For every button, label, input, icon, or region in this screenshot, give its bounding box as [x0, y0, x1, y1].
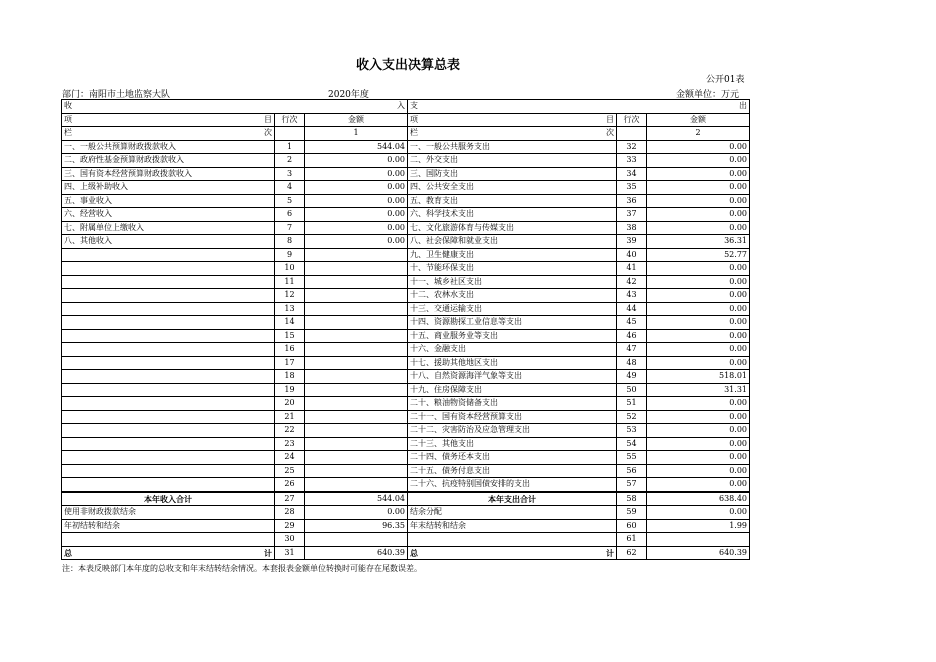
- income-row-no: 3: [275, 167, 305, 181]
- table-row: [62, 478, 750, 492]
- expense-row-no: 62: [617, 546, 647, 560]
- income-amount: [305, 248, 408, 262]
- income-amount: [305, 424, 408, 438]
- form-number: 公开01表: [706, 75, 745, 85]
- income-item: 五、事业收入: [62, 194, 275, 208]
- blank-cell: [275, 127, 305, 141]
- expense-row-no: 36: [617, 194, 647, 208]
- expense-amount: [647, 533, 750, 547]
- income-amount: 96.35: [305, 519, 408, 533]
- expense-row-no: 54: [617, 437, 647, 451]
- expense-amount: 36.31: [647, 235, 750, 249]
- income-item: 年初结转和结余: [62, 519, 275, 533]
- expense-item: 六、科学技术支出: [408, 208, 617, 222]
- income-row-no: 13: [275, 302, 305, 316]
- expense-amount: 0.00: [647, 221, 750, 235]
- expense-item: 十六、金融支出: [408, 343, 617, 357]
- expense-item: 十八、自然资源海洋气象等支出: [408, 370, 617, 384]
- expense-item: 五、教育支出: [408, 194, 617, 208]
- expense-amount: 0.00: [647, 140, 750, 154]
- expense-item: 二十四、债务还本支出: [408, 451, 617, 465]
- table-row: [62, 533, 750, 547]
- expense-amount: 0.00: [647, 302, 750, 316]
- table-row: [62, 451, 750, 465]
- expense-item: 十三、交通运输支出: [408, 302, 617, 316]
- table-row: [62, 194, 750, 208]
- income-item: [62, 316, 275, 330]
- income-amount: 544.04: [305, 492, 408, 506]
- expense-row-no: 53: [617, 424, 647, 438]
- expense-row-no: 57: [617, 478, 647, 492]
- expense-item: 二十、粮油物资储备支出: [408, 397, 617, 411]
- expense-amount: 0.00: [647, 424, 750, 438]
- income-item: 六、经营收入: [62, 208, 275, 222]
- budget-table: [61, 99, 750, 560]
- expense-item: 十、节能环保支出: [408, 262, 617, 276]
- income-row-no: 2: [275, 154, 305, 168]
- expense-amount: 1.99: [647, 519, 750, 533]
- table-row: [62, 370, 750, 384]
- expense-amount: 0.00: [647, 181, 750, 195]
- row-no-header: 行次: [617, 113, 647, 127]
- page-title: 收入支出决算总表: [355, 58, 460, 73]
- expense-row-no: 61: [617, 533, 647, 547]
- income-row-no: 17: [275, 356, 305, 370]
- table-row: [62, 356, 750, 370]
- expense-item: 九、卫生健康支出: [408, 248, 617, 262]
- income-item: [62, 478, 275, 492]
- unit-label: 金额单位：万元: [676, 90, 740, 100]
- expense-row-no: 46: [617, 329, 647, 343]
- income-row-no: 10: [275, 262, 305, 276]
- income-amount: [305, 533, 408, 547]
- table-row: [62, 302, 750, 316]
- expense-item: 二十六、抗疫特别国债安排的支出: [408, 478, 617, 492]
- income-row-no: 5: [275, 194, 305, 208]
- expense-row-no: 39: [617, 235, 647, 249]
- expense-item: 本年支出合计: [408, 492, 617, 506]
- column-index: 1: [305, 127, 408, 141]
- expense-row-no: 60: [617, 519, 647, 533]
- income-amount: [305, 329, 408, 343]
- footnote: 注：本表反映部门本年度的总收支和年末结转结余情况。本套报表金额单位转换时可能存在尾数误差。: [62, 564, 422, 573]
- amount-header: 金额: [305, 113, 408, 127]
- expense-row-no: 49: [617, 370, 647, 384]
- income-amount: 0.00: [305, 154, 408, 168]
- expense-item: 八、社会保障和就业支出: [408, 235, 617, 249]
- expense-item: [408, 533, 617, 547]
- expense-row-no: 42: [617, 275, 647, 289]
- income-row-no: 24: [275, 451, 305, 465]
- income-amount: 0.00: [305, 181, 408, 195]
- income-amount: [305, 262, 408, 276]
- row-no-header: 行次: [275, 113, 305, 127]
- expense-amount: 0.00: [647, 437, 750, 451]
- income-item: [62, 343, 275, 357]
- income-row-no: 20: [275, 397, 305, 411]
- expense-row-no: 38: [617, 221, 647, 235]
- expense-amount: 52.77: [647, 248, 750, 262]
- income-row-no: 16: [275, 343, 305, 357]
- table-row: [62, 208, 750, 222]
- income-row-no: 8: [275, 235, 305, 249]
- income-row-no: 21: [275, 410, 305, 424]
- expense-amount: 31.31: [647, 383, 750, 397]
- grand-total-row: [62, 546, 750, 560]
- expense-amount: 0.00: [647, 451, 750, 465]
- income-amount: 544.04: [305, 140, 408, 154]
- income-amount: [305, 437, 408, 451]
- expense-amount: 0.00: [647, 410, 750, 424]
- expense-row-no: 48: [617, 356, 647, 370]
- income-item: [62, 464, 275, 478]
- income-amount: [305, 316, 408, 330]
- expense-item: 十七、援助其他地区支出: [408, 356, 617, 370]
- income-row-no: 1: [275, 140, 305, 154]
- expense-row-no: 34: [617, 167, 647, 181]
- expense-item: 二十五、债务付息支出: [408, 464, 617, 478]
- income-row-no: 26: [275, 478, 305, 492]
- income-row-no: 30: [275, 533, 305, 547]
- expense-item: 结余分配: [408, 506, 617, 520]
- header-row-income-expense: [62, 100, 750, 114]
- income-item: 本年收入合计: [62, 492, 275, 506]
- expense-row-no: 50: [617, 383, 647, 397]
- expense-item: 十五、商业服务业等支出: [408, 329, 617, 343]
- expense-amount: 0.00: [647, 154, 750, 168]
- header-row-index: [62, 127, 750, 141]
- income-amount: [305, 370, 408, 384]
- table-row: [62, 140, 750, 154]
- expense-item: 二十一、国有资本经营预算支出: [408, 410, 617, 424]
- column-index: 2: [647, 127, 750, 141]
- expense-row-no: 40: [617, 248, 647, 262]
- income-row-no: 23: [275, 437, 305, 451]
- income-row-no: 14: [275, 316, 305, 330]
- income-item: 四、上级补助收入: [62, 181, 275, 195]
- income-row-no: 15: [275, 329, 305, 343]
- expense-amount: 0.00: [647, 275, 750, 289]
- table-row: [62, 154, 750, 168]
- expense-grand-total-label: 总 计: [408, 546, 617, 560]
- table-row: [62, 343, 750, 357]
- income-item: [62, 356, 275, 370]
- expense-row-no: 37: [617, 208, 647, 222]
- expense-amount: 0.00: [647, 289, 750, 303]
- income-grand-total-label: 总 计: [62, 546, 275, 560]
- table-row: [62, 437, 750, 451]
- expense-amount: 0.00: [647, 397, 750, 411]
- expense-row-no: 55: [617, 451, 647, 465]
- income-row-no: 7: [275, 221, 305, 235]
- expense-item: 年末结转和结余: [408, 519, 617, 533]
- expense-item: 二十二、灾害防治及应急管理支出: [408, 424, 617, 438]
- income-item: 一、一般公共预算财政拨款收入: [62, 140, 275, 154]
- income-amount: 0.00: [305, 235, 408, 249]
- income-grand-total: 640.39: [305, 546, 408, 560]
- income-amount: [305, 343, 408, 357]
- income-row-no: 18: [275, 370, 305, 384]
- expense-item: 四、公共安全支出: [408, 181, 617, 195]
- expense-row-no: 41: [617, 262, 647, 276]
- income-amount: 0.00: [305, 167, 408, 181]
- expense-amount: 0.00: [647, 208, 750, 222]
- income-amount: [305, 289, 408, 303]
- income-item: [62, 275, 275, 289]
- income-amount: [305, 464, 408, 478]
- item-header: 项 目: [408, 113, 617, 127]
- expense-amount: 0.00: [647, 316, 750, 330]
- income-amount: 0.00: [305, 208, 408, 222]
- expense-row-no: 58: [617, 492, 647, 506]
- table-row: [62, 424, 750, 438]
- income-row-no: 31: [275, 546, 305, 560]
- expense-amount: 638.40: [647, 492, 750, 506]
- expense-item: 十九、住房保障支出: [408, 383, 617, 397]
- table-row: [62, 262, 750, 276]
- income-item: 八、其他收入: [62, 235, 275, 249]
- income-amount: [305, 451, 408, 465]
- income-amount: [305, 383, 408, 397]
- table-row: [62, 248, 750, 262]
- expense-amount: 0.00: [647, 194, 750, 208]
- income-row-no: 19: [275, 383, 305, 397]
- department-label: 部门：南阳市土地监察大队: [62, 90, 171, 100]
- table-row: [62, 316, 750, 330]
- income-item: [62, 248, 275, 262]
- expense-row-no: 51: [617, 397, 647, 411]
- expense-item: 三、国防支出: [408, 167, 617, 181]
- expense-row-no: 33: [617, 154, 647, 168]
- income-item: 二、政府性基金预算财政拨款收入: [62, 154, 275, 168]
- column-header: 栏 次: [408, 127, 617, 141]
- income-item: 三、国有资本经营预算财政拨款收入: [62, 167, 275, 181]
- expense-amount: 0.00: [647, 464, 750, 478]
- expense-row-no: 32: [617, 140, 647, 154]
- expense-row-no: 35: [617, 181, 647, 195]
- income-item: [62, 262, 275, 276]
- expense-item: 二十三、其他支出: [408, 437, 617, 451]
- income-header: 收 入: [62, 100, 408, 114]
- expense-amount: 0.00: [647, 329, 750, 343]
- income-row-no: 29: [275, 519, 305, 533]
- table-row: [62, 410, 750, 424]
- expense-row-no: 52: [617, 410, 647, 424]
- table-row: [62, 167, 750, 181]
- income-amount: 0.00: [305, 221, 408, 235]
- column-header: 栏 次: [62, 127, 275, 141]
- income-item: [62, 397, 275, 411]
- income-amount: [305, 275, 408, 289]
- year-label: 2020年度: [328, 90, 369, 100]
- income-row-no: 11: [275, 275, 305, 289]
- expense-item: 七、文化旅游体育与传媒支出: [408, 221, 617, 235]
- expense-row-no: 47: [617, 343, 647, 357]
- expense-amount: 0.00: [647, 262, 750, 276]
- income-row-no: 9: [275, 248, 305, 262]
- income-item: [62, 410, 275, 424]
- income-amount: [305, 410, 408, 424]
- expense-amount: 0.00: [647, 356, 750, 370]
- income-amount: [305, 302, 408, 316]
- table-row: [62, 506, 750, 520]
- income-amount: 0.00: [305, 194, 408, 208]
- income-amount: [305, 356, 408, 370]
- income-row-no: 4: [275, 181, 305, 195]
- table-row: [62, 289, 750, 303]
- income-item: [62, 424, 275, 438]
- table-row: [62, 519, 750, 533]
- expense-row-no: 45: [617, 316, 647, 330]
- income-row-no: 28: [275, 506, 305, 520]
- income-item: 七、附属单位上缴收入: [62, 221, 275, 235]
- expense-grand-total: 640.39: [647, 546, 750, 560]
- income-amount: 0.00: [305, 506, 408, 520]
- expense-row-no: 43: [617, 289, 647, 303]
- income-amount: [305, 478, 408, 492]
- table-row: [62, 235, 750, 249]
- income-row-no: 22: [275, 424, 305, 438]
- table-row: [62, 221, 750, 235]
- income-item: [62, 533, 275, 547]
- income-item: [62, 289, 275, 303]
- income-row-no: 27: [275, 492, 305, 506]
- table-row: [62, 464, 750, 478]
- income-row-no: 6: [275, 208, 305, 222]
- expense-item: 十二、农林水支出: [408, 289, 617, 303]
- table-row: [62, 181, 750, 195]
- amount-header: 金额: [647, 113, 750, 127]
- expense-item: 十一、城乡社区支出: [408, 275, 617, 289]
- header-row-columns: [62, 113, 750, 127]
- income-item: 使用非财政拨款结余: [62, 506, 275, 520]
- income-item: [62, 451, 275, 465]
- expense-amount: 518.01: [647, 370, 750, 384]
- expense-row-no: 44: [617, 302, 647, 316]
- item-header: 项 目: [62, 113, 275, 127]
- expense-row-no: 59: [617, 506, 647, 520]
- table-row: [62, 383, 750, 397]
- expense-header: 支 出: [408, 100, 750, 114]
- expense-amount: 0.00: [647, 478, 750, 492]
- expense-row-no: 56: [617, 464, 647, 478]
- table-row: [62, 275, 750, 289]
- expense-item: 十四、资源勘探工业信息等支出: [408, 316, 617, 330]
- blank-cell: [617, 127, 647, 141]
- income-item: [62, 383, 275, 397]
- income-item: [62, 437, 275, 451]
- income-amount: [305, 397, 408, 411]
- expense-amount: 0.00: [647, 343, 750, 357]
- expense-amount: 0.00: [647, 506, 750, 520]
- table-row: [62, 492, 750, 506]
- table-row: [62, 329, 750, 343]
- expense-item: 二、外交支出: [408, 154, 617, 168]
- expense-amount: 0.00: [647, 167, 750, 181]
- income-item: [62, 302, 275, 316]
- income-row-no: 12: [275, 289, 305, 303]
- expense-item: 一、一般公共服务支出: [408, 140, 617, 154]
- income-row-no: 25: [275, 464, 305, 478]
- income-item: [62, 370, 275, 384]
- income-item: [62, 329, 275, 343]
- table-row: [62, 397, 750, 411]
